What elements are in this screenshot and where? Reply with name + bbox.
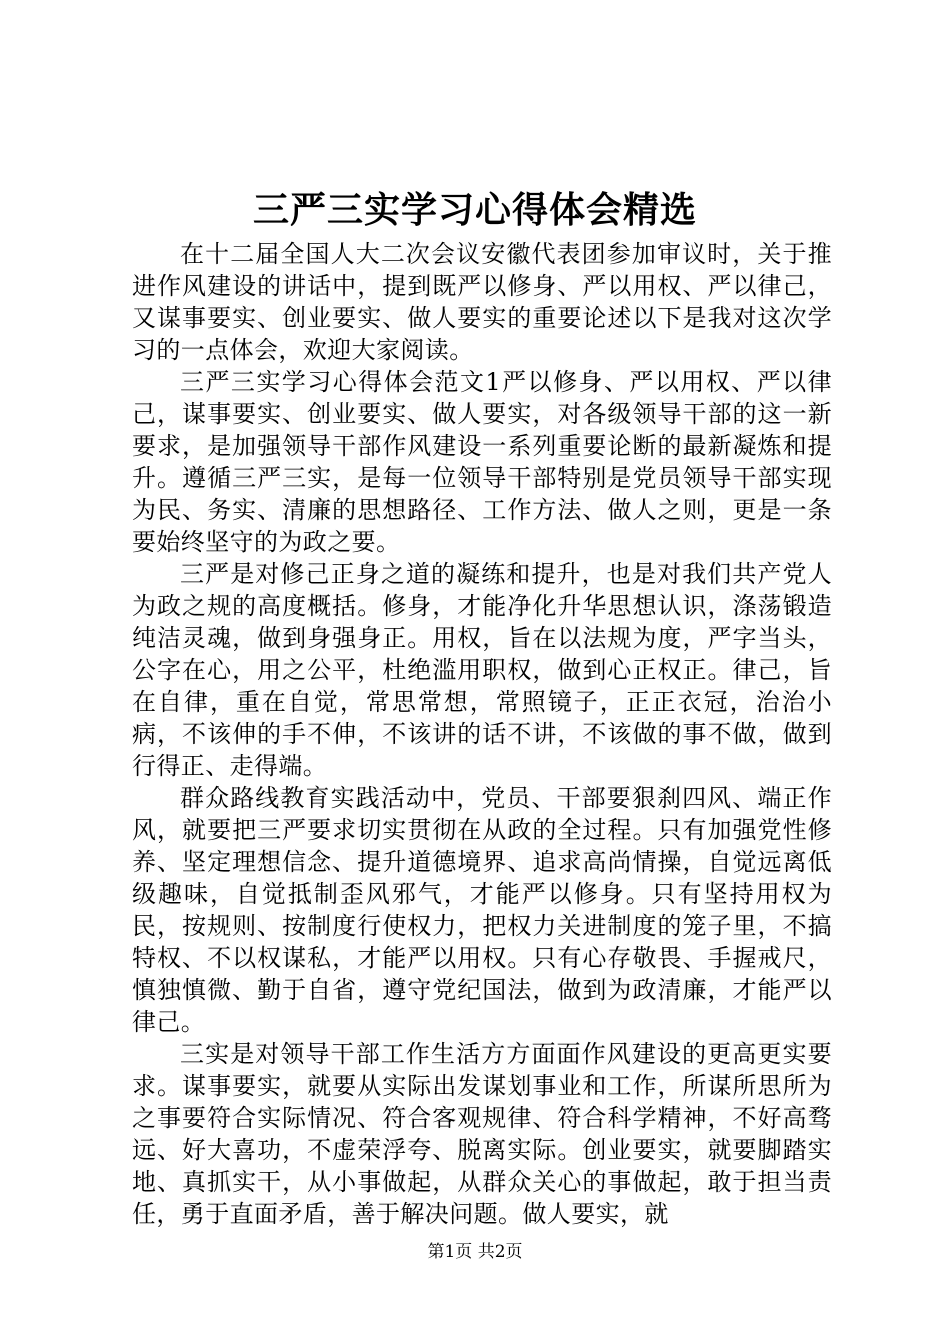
paragraph-three-solid: 三实是对领导干部工作生活方方面面作风建设的更高更实要求。谋事要实，就要从实际出发谋划事业和工作，所谋所思所为之事要符合实际情况、符合客观规律、符合科学精神，不好高骛远、好大喜功，不虚荣浮夸、脱离实际。创业要实，就要脚踏实地、真抓实干，从小事做起，从群众关心的事做起，敢于担当责任，勇于直面矛盾，善于解决问题。做人要实，就 [132, 1040, 832, 1228]
paragraph-intro: 在十二届全国人大二次会议安徽代表团参加审议时，关于推进作风建设的讲话中，提到既严以修身、严以用权、严以律己，又谋事要实、创业要实、做人要实的重要论述以下是我对这次学习的一点体会，欢迎大家阅读。 [132, 240, 832, 364]
document-body [132, 238, 832, 1230]
page-footer: 第1页 共2页 [427, 1242, 523, 1262]
paragraph-mass-line: 群众路线教育实践活动中，党员、干部要狠刹四风、端正作风，就要把三严要求切实贯彻在从政的全过程。只有加强党性修养、坚定理想信念、提升道德境界、追求高尚情操，自觉远离低级趣味，自觉抵制歪风邪气，才能严以修身。只有坚持用权为民，按规则、按制度行使权力，把权力关进制度的笼子里，不搞特权、不以权谋私，才能严以用权。只有心存敬畏、手握戒尺，慎独慎微、勤于自省，遵守党纪国法，做到为政清廉，才能严以律己。 [132, 784, 832, 1036]
paragraph-three-strict: 三严是对修己正身之道的凝练和提升，也是对我们共产党人为政之规的高度概括。修身，才能净化升华思想认识，涤荡锻造纯洁灵魂，做到身强身正。用权，旨在以法规为度，严字当头，公字在心，用之公平，杜绝滥用职权，做到心正权正。律己，旨在自律，重在自觉，常思常想，常照镜子，正正衣冠，治治小病，不该伸的手不伸，不该讲的话不讲，不该做的事不做，做到行得正、走得端。 [132, 560, 832, 780]
document-title: 三严三实学习心得体会精选 [252, 189, 697, 231]
paragraph-sample-one: 三严三实学习心得体会范文1严以修身、严以用权、严以律己，谋事要实、创业要实、做人要实，对各级领导干部的这一新要求，是加强领导干部作风建设一系列重要论断的最新凝炼和提升。遵循三严三实，是每一位领导干部特别是党员领导干部实现为民、务实、清廉的思想路径、工作方法、做人之则，更是一条要始终坚守的为政之要。 [132, 368, 832, 556]
